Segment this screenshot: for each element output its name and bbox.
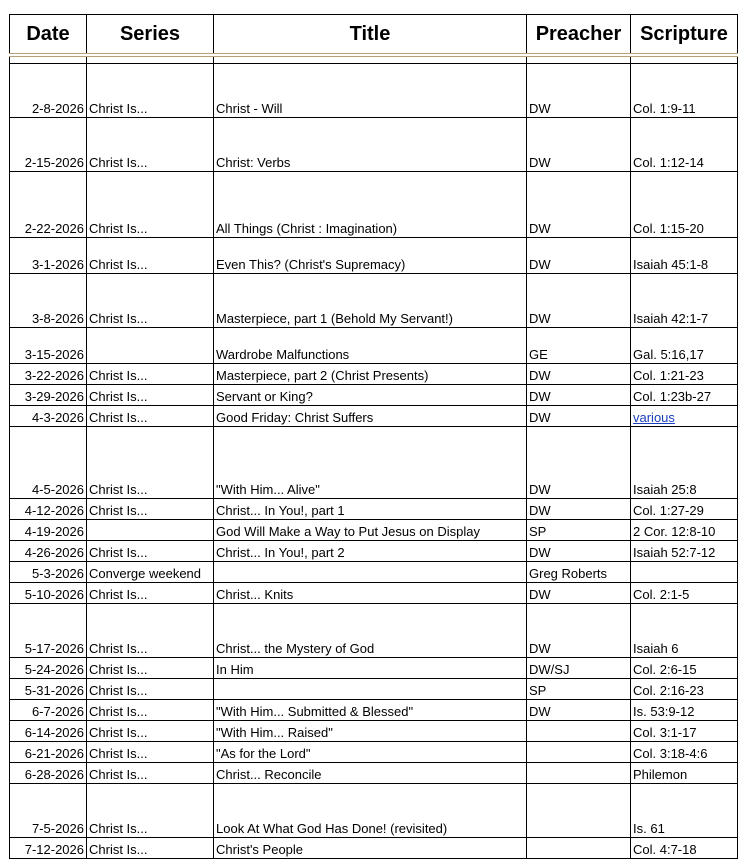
series-cell: Christ Is... [87, 118, 214, 172]
title-cell: Christ... Reconcile [214, 763, 527, 784]
title-cell: "As for the Lord" [214, 742, 527, 763]
scripture-link[interactable]: various [633, 410, 675, 425]
title-cell: In Him [214, 658, 527, 679]
date-cell: 2-8-2026 [10, 64, 87, 118]
date-cell: 4-26-2026 [10, 541, 87, 562]
table-row [10, 385, 738, 406]
scripture-cell: Col. 4:7-18 [631, 838, 738, 859]
scripture-cell: Col. 2:6-15 [631, 658, 738, 679]
scripture-cell [631, 562, 738, 583]
date-cell: 6-7-2026 [10, 700, 87, 721]
date-cell: 2-15-2026 [10, 118, 87, 172]
series-cell: Christ Is... [87, 742, 214, 763]
preacher-cell: DW [527, 700, 631, 721]
series-cell: Christ Is... [87, 427, 214, 499]
title-cell: "With Him... Alive" [214, 427, 527, 499]
preacher-cell: DW [527, 604, 631, 658]
preacher-cell: DW [527, 238, 631, 274]
preacher-cell: DW [527, 172, 631, 238]
preacher-cell: DW [527, 385, 631, 406]
table-row [10, 583, 738, 604]
title-cell: Look At What God Has Done! (revisited) [214, 784, 527, 838]
title-cell: Christ... In You!, part 2 [214, 541, 527, 562]
series-cell: Christ Is... [87, 172, 214, 238]
scripture-cell: Isaiah 52:7-12 [631, 541, 738, 562]
table-row [10, 274, 738, 328]
date-cell: 4-5-2026 [10, 427, 87, 499]
preacher-cell [527, 742, 631, 763]
scripture-cell: Isaiah 45:1-8 [631, 238, 738, 274]
scripture-cell: Col. 2:1-5 [631, 583, 738, 604]
table-row [10, 364, 738, 385]
preacher-cell: DW [527, 499, 631, 520]
scripture-cell: Col. 3:18-4:6 [631, 742, 738, 763]
date-cell: 4-3-2026 [10, 406, 87, 427]
date-cell: 6-21-2026 [10, 742, 87, 763]
table-row [10, 604, 738, 658]
header-preacher: Preacher [527, 15, 631, 56]
table-row [10, 427, 738, 499]
table-row [10, 499, 738, 520]
preacher-cell: SP [527, 679, 631, 700]
table-row [10, 742, 738, 763]
title-cell: Even This? (Christ's Supremacy) [214, 238, 527, 274]
preacher-cell: DW [527, 541, 631, 562]
table-row [10, 562, 738, 583]
scripture-cell: Philemon [631, 763, 738, 784]
date-cell: 3-1-2026 [10, 238, 87, 274]
header-row [10, 15, 738, 56]
scripture-cell: Col. 1:21-23 [631, 364, 738, 385]
date-cell: 6-28-2026 [10, 763, 87, 784]
title-cell: Christ's People [214, 838, 527, 859]
preacher-cell: DW [527, 427, 631, 499]
preacher-cell: GE [527, 328, 631, 364]
series-cell: Christ Is... [87, 763, 214, 784]
table-row [10, 838, 738, 859]
title-cell [214, 679, 527, 700]
spacer-row [10, 55, 738, 64]
title-cell: Good Friday: Christ Suffers [214, 406, 527, 427]
table-row [10, 172, 738, 238]
date-cell: 3-22-2026 [10, 364, 87, 385]
title-cell: God Will Make a Way to Put Jesus on Display [214, 520, 527, 541]
title-cell: Masterpiece, part 1 (Behold My Servant!) [214, 274, 527, 328]
scripture-cell: Col. 1:15-20 [631, 172, 738, 238]
title-cell: Christ - Will [214, 64, 527, 118]
date-cell: 5-31-2026 [10, 679, 87, 700]
preacher-cell [527, 784, 631, 838]
date-cell: 5-24-2026 [10, 658, 87, 679]
preacher-cell: DW [527, 274, 631, 328]
table-row [10, 784, 738, 838]
preacher-cell [527, 838, 631, 859]
title-cell: Christ... Knits [214, 583, 527, 604]
title-cell: Servant or King? [214, 385, 527, 406]
scripture-cell: 2 Cor. 12:8-10 [631, 520, 738, 541]
series-cell: Christ Is... [87, 721, 214, 742]
scripture-cell: Isaiah 6 [631, 604, 738, 658]
header-title: Title [214, 15, 527, 56]
series-cell: Christ Is... [87, 658, 214, 679]
table-row [10, 763, 738, 784]
table-row [10, 64, 738, 118]
scripture-cell: Col. 1:23b-27 [631, 385, 738, 406]
date-cell: 5-3-2026 [10, 562, 87, 583]
series-cell: Christ Is... [87, 238, 214, 274]
series-cell: Christ Is... [87, 784, 214, 838]
series-cell: Christ Is... [87, 385, 214, 406]
scripture-cell: Col. 3:1-17 [631, 721, 738, 742]
series-cell: Christ Is... [87, 700, 214, 721]
series-cell: Christ Is... [87, 583, 214, 604]
table-row [10, 328, 738, 364]
scripture-cell: Is. 53:9-12 [631, 700, 738, 721]
series-cell: Christ Is... [87, 64, 214, 118]
table-row [10, 520, 738, 541]
series-cell: Christ Is... [87, 274, 214, 328]
series-cell: Christ Is... [87, 406, 214, 427]
title-cell: Christ: Verbs [214, 118, 527, 172]
date-cell: 7-5-2026 [10, 784, 87, 838]
date-cell: 3-29-2026 [10, 385, 87, 406]
title-cell: Masterpiece, part 2 (Christ Presents) [214, 364, 527, 385]
preacher-cell [527, 721, 631, 742]
table-row [10, 541, 738, 562]
preacher-cell [527, 763, 631, 784]
date-cell: 7-12-2026 [10, 838, 87, 859]
title-cell: "With Him... Raised" [214, 721, 527, 742]
scripture-cell: Gal. 5:16,17 [631, 328, 738, 364]
sermon-schedule-table [9, 14, 738, 859]
title-cell: All Things (Christ : Imagination) [214, 172, 527, 238]
table-row [10, 679, 738, 700]
table-row [10, 658, 738, 679]
header-series: Series [87, 15, 214, 56]
scripture-cell: Col. 2:16-23 [631, 679, 738, 700]
scripture-cell: Isaiah 42:1-7 [631, 274, 738, 328]
title-cell: Christ... the Mystery of God [214, 604, 527, 658]
table-row [10, 406, 738, 427]
table-row [10, 238, 738, 274]
header-date: Date [10, 15, 87, 56]
series-cell: Christ Is... [87, 364, 214, 385]
scripture-cell: Col. 1:27-29 [631, 499, 738, 520]
title-cell: Wardrobe Malfunctions [214, 328, 527, 364]
title-cell: "With Him... Submitted & Blessed" [214, 700, 527, 721]
date-cell: 5-17-2026 [10, 604, 87, 658]
table-row [10, 721, 738, 742]
table-row [10, 700, 738, 721]
date-cell: 4-19-2026 [10, 520, 87, 541]
preacher-cell: Greg Roberts [527, 562, 631, 583]
series-cell: Christ Is... [87, 499, 214, 520]
scripture-cell: Isaiah 25:8 [631, 427, 738, 499]
preacher-cell: DW/SJ [527, 658, 631, 679]
date-cell: 5-10-2026 [10, 583, 87, 604]
series-cell: Christ Is... [87, 679, 214, 700]
preacher-cell: SP [527, 520, 631, 541]
date-cell: 2-22-2026 [10, 172, 87, 238]
scripture-cell [631, 406, 738, 427]
preacher-cell: DW [527, 406, 631, 427]
header-scripture: Scripture [631, 15, 738, 56]
date-cell: 3-8-2026 [10, 274, 87, 328]
date-cell: 4-12-2026 [10, 499, 87, 520]
table-row [10, 118, 738, 172]
series-cell [87, 328, 214, 364]
series-cell: Christ Is... [87, 604, 214, 658]
series-cell: Converge weekend [87, 562, 214, 583]
preacher-cell: DW [527, 364, 631, 385]
date-cell: 6-14-2026 [10, 721, 87, 742]
title-cell [214, 562, 527, 583]
scripture-cell: Col. 1:12-14 [631, 118, 738, 172]
preacher-cell: DW [527, 583, 631, 604]
series-cell: Christ Is... [87, 541, 214, 562]
scripture-cell: Col. 1:9-11 [631, 64, 738, 118]
series-cell: Christ Is... [87, 838, 214, 859]
series-cell [87, 520, 214, 541]
scripture-cell: Is. 61 [631, 784, 738, 838]
date-cell: 3-15-2026 [10, 328, 87, 364]
preacher-cell: DW [527, 64, 631, 118]
title-cell: Christ... In You!, part 1 [214, 499, 527, 520]
preacher-cell: DW [527, 118, 631, 172]
